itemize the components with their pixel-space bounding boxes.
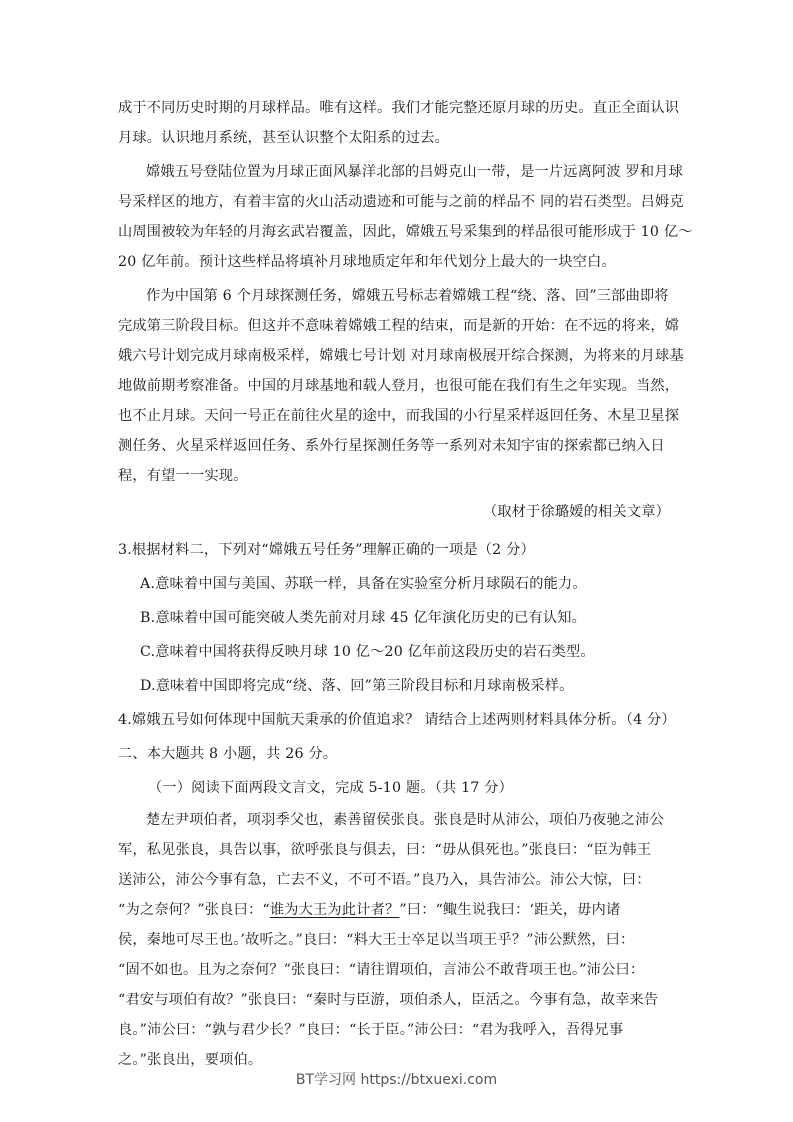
text-line: 完成第三阶段目标。但这并不意味着嫦娥工程的结束，而是新的开始：在不远的将来，嫦 [118, 318, 680, 334]
text-line [118, 925, 678, 955]
text-line: 作为中国第 6 个月球探测任务，嫦娥五号标志着嫦娥工程“绕、落、回”三部曲即将 [146, 288, 669, 304]
text-segment: 军，私见张良，具告以事，欲呼张良与俱去，曰：“毋从俱死也。”张良曰：“臣为韩王 [118, 842, 652, 858]
text-segment: “固不如也。且为之奈何？”张良曰：“请往谓项伯，言沛公不敢背项王也。”沛公曰： [118, 962, 645, 978]
text-line: 地做前期考察准备。中国的月球基地和载人登月，也很可能在我们有生之年实现。当然， [118, 378, 680, 394]
text-line [118, 865, 678, 895]
source-citation: （取材于徐璐嫒的相关文章） [482, 504, 670, 520]
text-segment: 之。”张良出，要项伯。 [118, 1052, 263, 1068]
text-segment: 送沛公，沛公今事有急，亡去不义，不可不语。”良乃入，具告沛公。沛公大惊，曰： [118, 872, 651, 888]
text-segment: 楚左尹项伯者，项羽季父也，素善留侯张良。张良是时从沛公，项伯乃夜驰之沛公 [146, 812, 664, 828]
text-line [118, 955, 678, 985]
text-line: 20 亿年前。预计这些样品将填补月球地质定年和年代划分上最大的一块空白。 [118, 254, 616, 270]
text-line [118, 1015, 678, 1045]
text-segment: 侯，秦地可尽王也。’故听之。”良曰：“料大王士卒足以当项王乎？”沛公默然，曰： [118, 932, 635, 948]
text-segment: ”曰：“鲰生说我曰：‘距关，毋内诸 [399, 902, 621, 918]
option-d: D.意味着中国即将完成“绕、落、回”第三阶段目标和月球南极采样。 [140, 678, 574, 694]
passage-paragraph-1 [118, 157, 693, 277]
text-segment: “为之奈何？”张良曰：“ [118, 902, 270, 918]
text-line: 嫦娥五号登陆位置为月球正面风暴洋北部的吕姆克山一带，是一片远离阿波 罗和月球 [146, 164, 684, 180]
text-line [118, 985, 678, 1015]
text-line: 程，有望一一实现。 [118, 468, 248, 484]
text-line: 娥六号计划完成月球南极采样，嫦娥七号计划 对月球南极展开综合探测，为将来的月球基 [118, 348, 684, 364]
question-4: 4.嫦娥五号如何体现中国航天秉承的价值追求？ 请结合上述两则材料具体分析。（4 分） [118, 712, 676, 728]
section-subtitle: （一）阅读下面两段文言文，完成 5-10 题。（共 17 分） [148, 780, 514, 796]
section-title: 二、本大题共 8 小题，共 26 分。 [118, 746, 338, 762]
classical-passage [118, 805, 678, 1075]
option-c: C.意味着中国将获得反映月球 10 亿～20 亿年前这段历史的岩石类型。 [140, 644, 595, 660]
text-line [118, 835, 678, 865]
text-line: 也不止月球。天问一号正在前往火星的途中，而我国的小行星采样返回任务、木星卫星探 [118, 408, 680, 424]
text-line: 成于不同历史时期的月球样品。唯有这样。我们才能完整还原月球的历史。直正全面认识 [118, 100, 680, 116]
passage-paragraph-0 [118, 93, 678, 153]
option-b: B.意味着中国可能突破人类先前对月球 45 亿年演化历史的已有认知。 [140, 610, 587, 626]
text-line: 测任务、火星采样返回任务、系外行星探测任务等一系列对未知宇宙的探索都已纳入日 [118, 438, 665, 454]
text-segment: “君安与项伯有故？”张良曰：“秦时与臣游，项伯杀人，臣活之。今事有急，故幸来告 [118, 992, 659, 1008]
text-line: 月球。认识地月系统，甚至认识整个太阳系的过去。 [118, 130, 449, 146]
question-3 [118, 533, 678, 703]
question-stem: 3.根据材料二，下列对“嫦娥五号任务”理解正确的一项是（2 分） [118, 542, 535, 558]
document-page [118, 93, 693, 1075]
underlined-sentence: 谁为大王为此计者？ [269, 902, 400, 918]
text-line: 号采样区的地方，有着丰富的火山活动遗迹和可能与之前的样品不 同的岩石类型。吕姆克 [118, 194, 684, 210]
text-line: 山周围被较为年轻的月海玄武岩覆盖，因此，嫦娥五号采集到的样品很可能形成于 10 亿～ [118, 224, 693, 240]
option-a: A.意味着中国与美国、苏联一样，具备在实验室分析月球陨石的能力。 [140, 576, 587, 592]
passage-paragraph-2 [118, 281, 684, 491]
text-segment: 良。”沛公曰：“孰与君少长？”良曰：“长于臣。”沛公曰：“君为我呼入，吾得兄事 [118, 1022, 624, 1038]
watermark-footer: BT学习网 https://btxuexi.com [295, 1072, 498, 1088]
text-line [118, 895, 678, 925]
text-line [118, 805, 678, 835]
